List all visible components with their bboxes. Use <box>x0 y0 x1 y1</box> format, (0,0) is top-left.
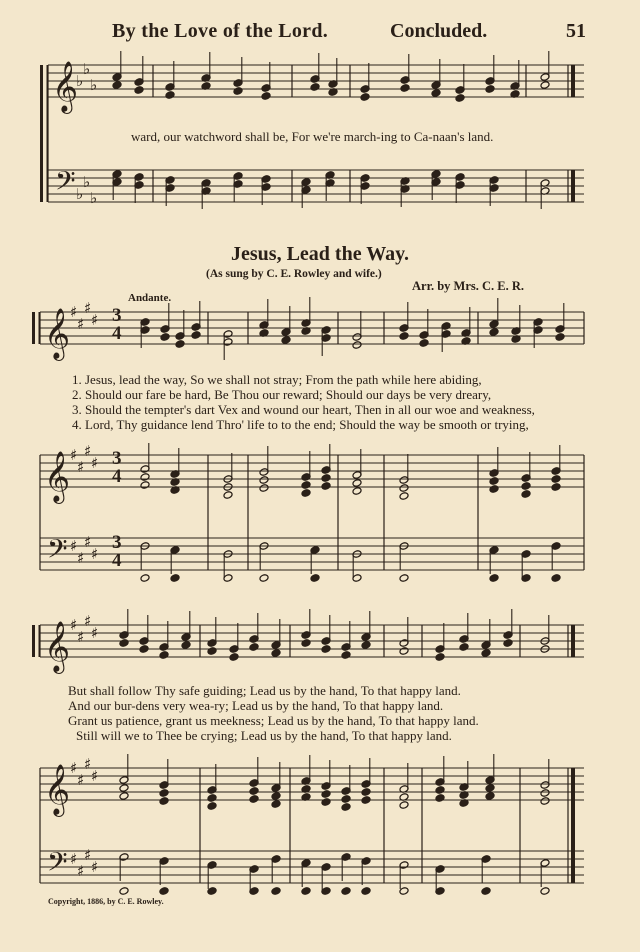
note-head <box>555 333 565 342</box>
note-head <box>321 645 331 654</box>
sharp-sign: ♯ <box>84 442 92 460</box>
note-head <box>165 91 175 100</box>
final-barline <box>571 65 575 97</box>
note-head <box>489 574 499 583</box>
first-system-lyric: ward, our watchword shall be, For we're march-ing to Ca-naan's land. <box>131 129 494 144</box>
sharp-sign: ♯ <box>77 315 85 333</box>
sharp-sign: ♯ <box>91 454 99 472</box>
note-head <box>435 794 445 803</box>
note-head <box>459 643 469 652</box>
verse-line-3b: Grant us patience, grant us meekness; Lead us by the hand, To that happy land. <box>68 713 479 728</box>
sharp-sign: ♯ <box>84 846 92 864</box>
bass-clef: 𝄢 <box>47 533 68 571</box>
note-head <box>271 887 281 896</box>
note-head <box>259 476 269 485</box>
treble-clef: 𝄞 <box>44 308 71 359</box>
treble-clef: 𝄞 <box>44 621 71 672</box>
note-head <box>271 800 281 809</box>
note-head <box>301 639 311 648</box>
hymn-subtitle: (As sung by C. E. Rowley and wife.) <box>206 268 382 280</box>
treble-clef: 𝄞 <box>52 61 79 112</box>
time-signature-bottom: 4 <box>112 466 122 487</box>
sharp-sign: ♯ <box>91 624 99 642</box>
treble-clef: 𝄞 <box>44 451 71 502</box>
verse-line-2a: 2. Should our fare be hard, Be Thou our reward; Should our days be very dreary, <box>72 387 492 402</box>
verse-line-3a: 3. Should the tempter's dart Vex and wound our heart, Then in all our woe and weakness, <box>72 402 535 417</box>
copyright-notice: Copyright, 1886, by C. E. Rowley. <box>48 897 164 906</box>
note-head <box>321 474 331 483</box>
note-head <box>481 887 491 896</box>
note-head <box>233 87 243 96</box>
note-head <box>207 802 217 811</box>
note-head <box>119 792 129 801</box>
note-head <box>159 789 169 798</box>
note-head <box>489 328 499 337</box>
verse-line-1a: 1. Jesus, lead the way, So we shall not stray; From the path while here abiding, <box>72 372 482 387</box>
note-head <box>341 803 351 812</box>
final-barline <box>571 768 575 883</box>
verse-line-4b: Still will we to Thee be crying; Lead us by the hand, To that happy land. <box>76 728 452 743</box>
sharp-sign: ♯ <box>70 446 78 464</box>
flat-sign: ♭ <box>76 72 84 90</box>
note-head <box>191 331 201 340</box>
note-head <box>175 340 185 349</box>
tempo-marking: Andante. <box>128 292 172 304</box>
concluded-label: Concluded. <box>390 20 488 42</box>
sharp-sign: ♯ <box>84 755 92 773</box>
note-head <box>540 81 550 90</box>
flat-sign: ♭ <box>83 60 91 78</box>
note-head <box>399 801 409 810</box>
note-head <box>540 789 550 798</box>
sharp-sign: ♯ <box>91 858 99 876</box>
flat-sign: ♭ <box>76 185 84 203</box>
note-head <box>170 574 180 583</box>
sharp-sign: ♯ <box>70 850 78 868</box>
time-signature-bottom: 4 <box>112 550 122 571</box>
verse-line-4a: 4. Lord, Thy guidance lend Thro' life to to the end; Should the way be smooth or trying, <box>72 417 529 432</box>
arranger-credit: Arr. by Mrs. C. E. R. <box>412 279 525 293</box>
sharp-sign: ♯ <box>70 303 78 321</box>
note-head <box>521 482 531 491</box>
note-head <box>223 491 233 500</box>
note-head <box>249 787 259 796</box>
sharp-sign: ♯ <box>84 299 92 317</box>
note-head <box>249 643 259 652</box>
sharp-sign: ♯ <box>77 628 85 646</box>
note-head <box>281 336 291 345</box>
flat-sign: ♭ <box>90 76 98 94</box>
note-head <box>321 790 331 799</box>
note-head <box>249 795 259 804</box>
note-head <box>341 795 351 804</box>
note-head <box>455 94 465 103</box>
sharp-sign: ♯ <box>70 759 78 777</box>
note-head <box>301 887 311 896</box>
sharp-sign: ♯ <box>77 862 85 880</box>
note-head <box>321 482 331 491</box>
time-signature-bottom: 4 <box>112 323 122 344</box>
note-head <box>399 574 409 583</box>
note-head <box>419 339 429 348</box>
sharp-sign: ♯ <box>84 533 92 551</box>
note-head <box>352 487 362 496</box>
note-head <box>435 653 445 662</box>
final-barline <box>571 170 575 202</box>
note-head <box>259 574 269 583</box>
note-head <box>139 645 149 654</box>
note-head <box>399 647 409 656</box>
note-head <box>119 639 129 648</box>
system-brace <box>40 65 43 202</box>
treble-clef: 𝄞 <box>44 764 71 815</box>
note-head <box>360 93 370 102</box>
system-brace <box>32 312 35 344</box>
note-head <box>310 83 320 92</box>
note-head <box>140 473 150 482</box>
page-title: By the Love of the Lord. <box>112 20 329 42</box>
note-head <box>399 492 409 501</box>
note-head <box>485 85 495 94</box>
note-head <box>551 574 561 583</box>
note-head <box>301 481 311 490</box>
hymn-title: Jesus, Lead the Way. <box>231 243 409 265</box>
note-head <box>229 653 239 662</box>
note-head <box>310 574 320 583</box>
sharp-sign: ♯ <box>91 311 99 329</box>
note-head <box>140 481 150 490</box>
flat-sign: ♭ <box>90 189 98 207</box>
note-head <box>361 788 371 797</box>
page-number: 51 <box>566 20 586 42</box>
note-head <box>119 887 129 896</box>
sharp-sign: ♯ <box>77 771 85 789</box>
note-head <box>399 332 409 341</box>
note-head <box>160 333 170 342</box>
note-head <box>271 649 281 658</box>
note-head <box>551 483 561 492</box>
sharp-sign: ♯ <box>91 545 99 563</box>
note-head <box>159 887 169 896</box>
bass-clef: 𝄢 <box>47 846 68 884</box>
note-head <box>134 86 144 95</box>
sharp-sign: ♯ <box>77 549 85 567</box>
note-head <box>301 489 311 498</box>
note-head <box>481 649 491 658</box>
note-head <box>521 490 531 499</box>
note-head <box>489 485 499 494</box>
note-head <box>489 477 499 486</box>
sharp-sign: ♯ <box>70 616 78 634</box>
note-head <box>435 786 445 795</box>
note-head <box>159 797 169 806</box>
note-head <box>207 647 217 656</box>
note-head <box>431 89 441 98</box>
note-head <box>321 798 331 807</box>
sharp-sign: ♯ <box>91 767 99 785</box>
note-head <box>352 341 362 350</box>
note-head <box>207 794 217 803</box>
note-head <box>352 479 362 488</box>
final-barline <box>571 625 575 657</box>
time-signature-top: 3 <box>112 305 122 326</box>
note-head <box>112 81 122 90</box>
note-head <box>119 784 129 793</box>
verse-line-1b: But shall follow Thy safe guiding; Lead us by the hand, To that happy land. <box>68 683 461 698</box>
sharp-sign: ♯ <box>70 537 78 555</box>
verse-line-2b: And our bur-dens very wea-ry; Lead us by the hand, To that happy land. <box>68 698 444 713</box>
sharp-sign: ♯ <box>84 612 92 630</box>
note-head <box>271 792 281 801</box>
note-head <box>159 651 169 660</box>
flat-sign: ♭ <box>83 173 91 191</box>
note-head <box>361 641 371 650</box>
note-head <box>341 651 351 660</box>
time-signature-top: 3 <box>112 532 122 553</box>
system-brace <box>32 625 35 657</box>
note-head <box>485 784 495 793</box>
note-head <box>551 475 561 484</box>
sharp-sign: ♯ <box>77 458 85 476</box>
note-head <box>399 484 409 493</box>
note-head <box>140 574 150 583</box>
note-head <box>259 484 269 493</box>
note-head <box>341 887 351 896</box>
note-head <box>361 887 371 896</box>
note-head <box>503 639 513 648</box>
note-head <box>485 792 495 801</box>
note-head <box>540 797 550 806</box>
note-head <box>400 84 410 93</box>
time-signature-top: 3 <box>112 448 122 469</box>
note-head <box>261 92 271 101</box>
note-head <box>361 796 371 805</box>
note-head <box>181 641 191 650</box>
bass-clef: 𝄢 <box>55 165 76 203</box>
note-head <box>540 887 550 896</box>
